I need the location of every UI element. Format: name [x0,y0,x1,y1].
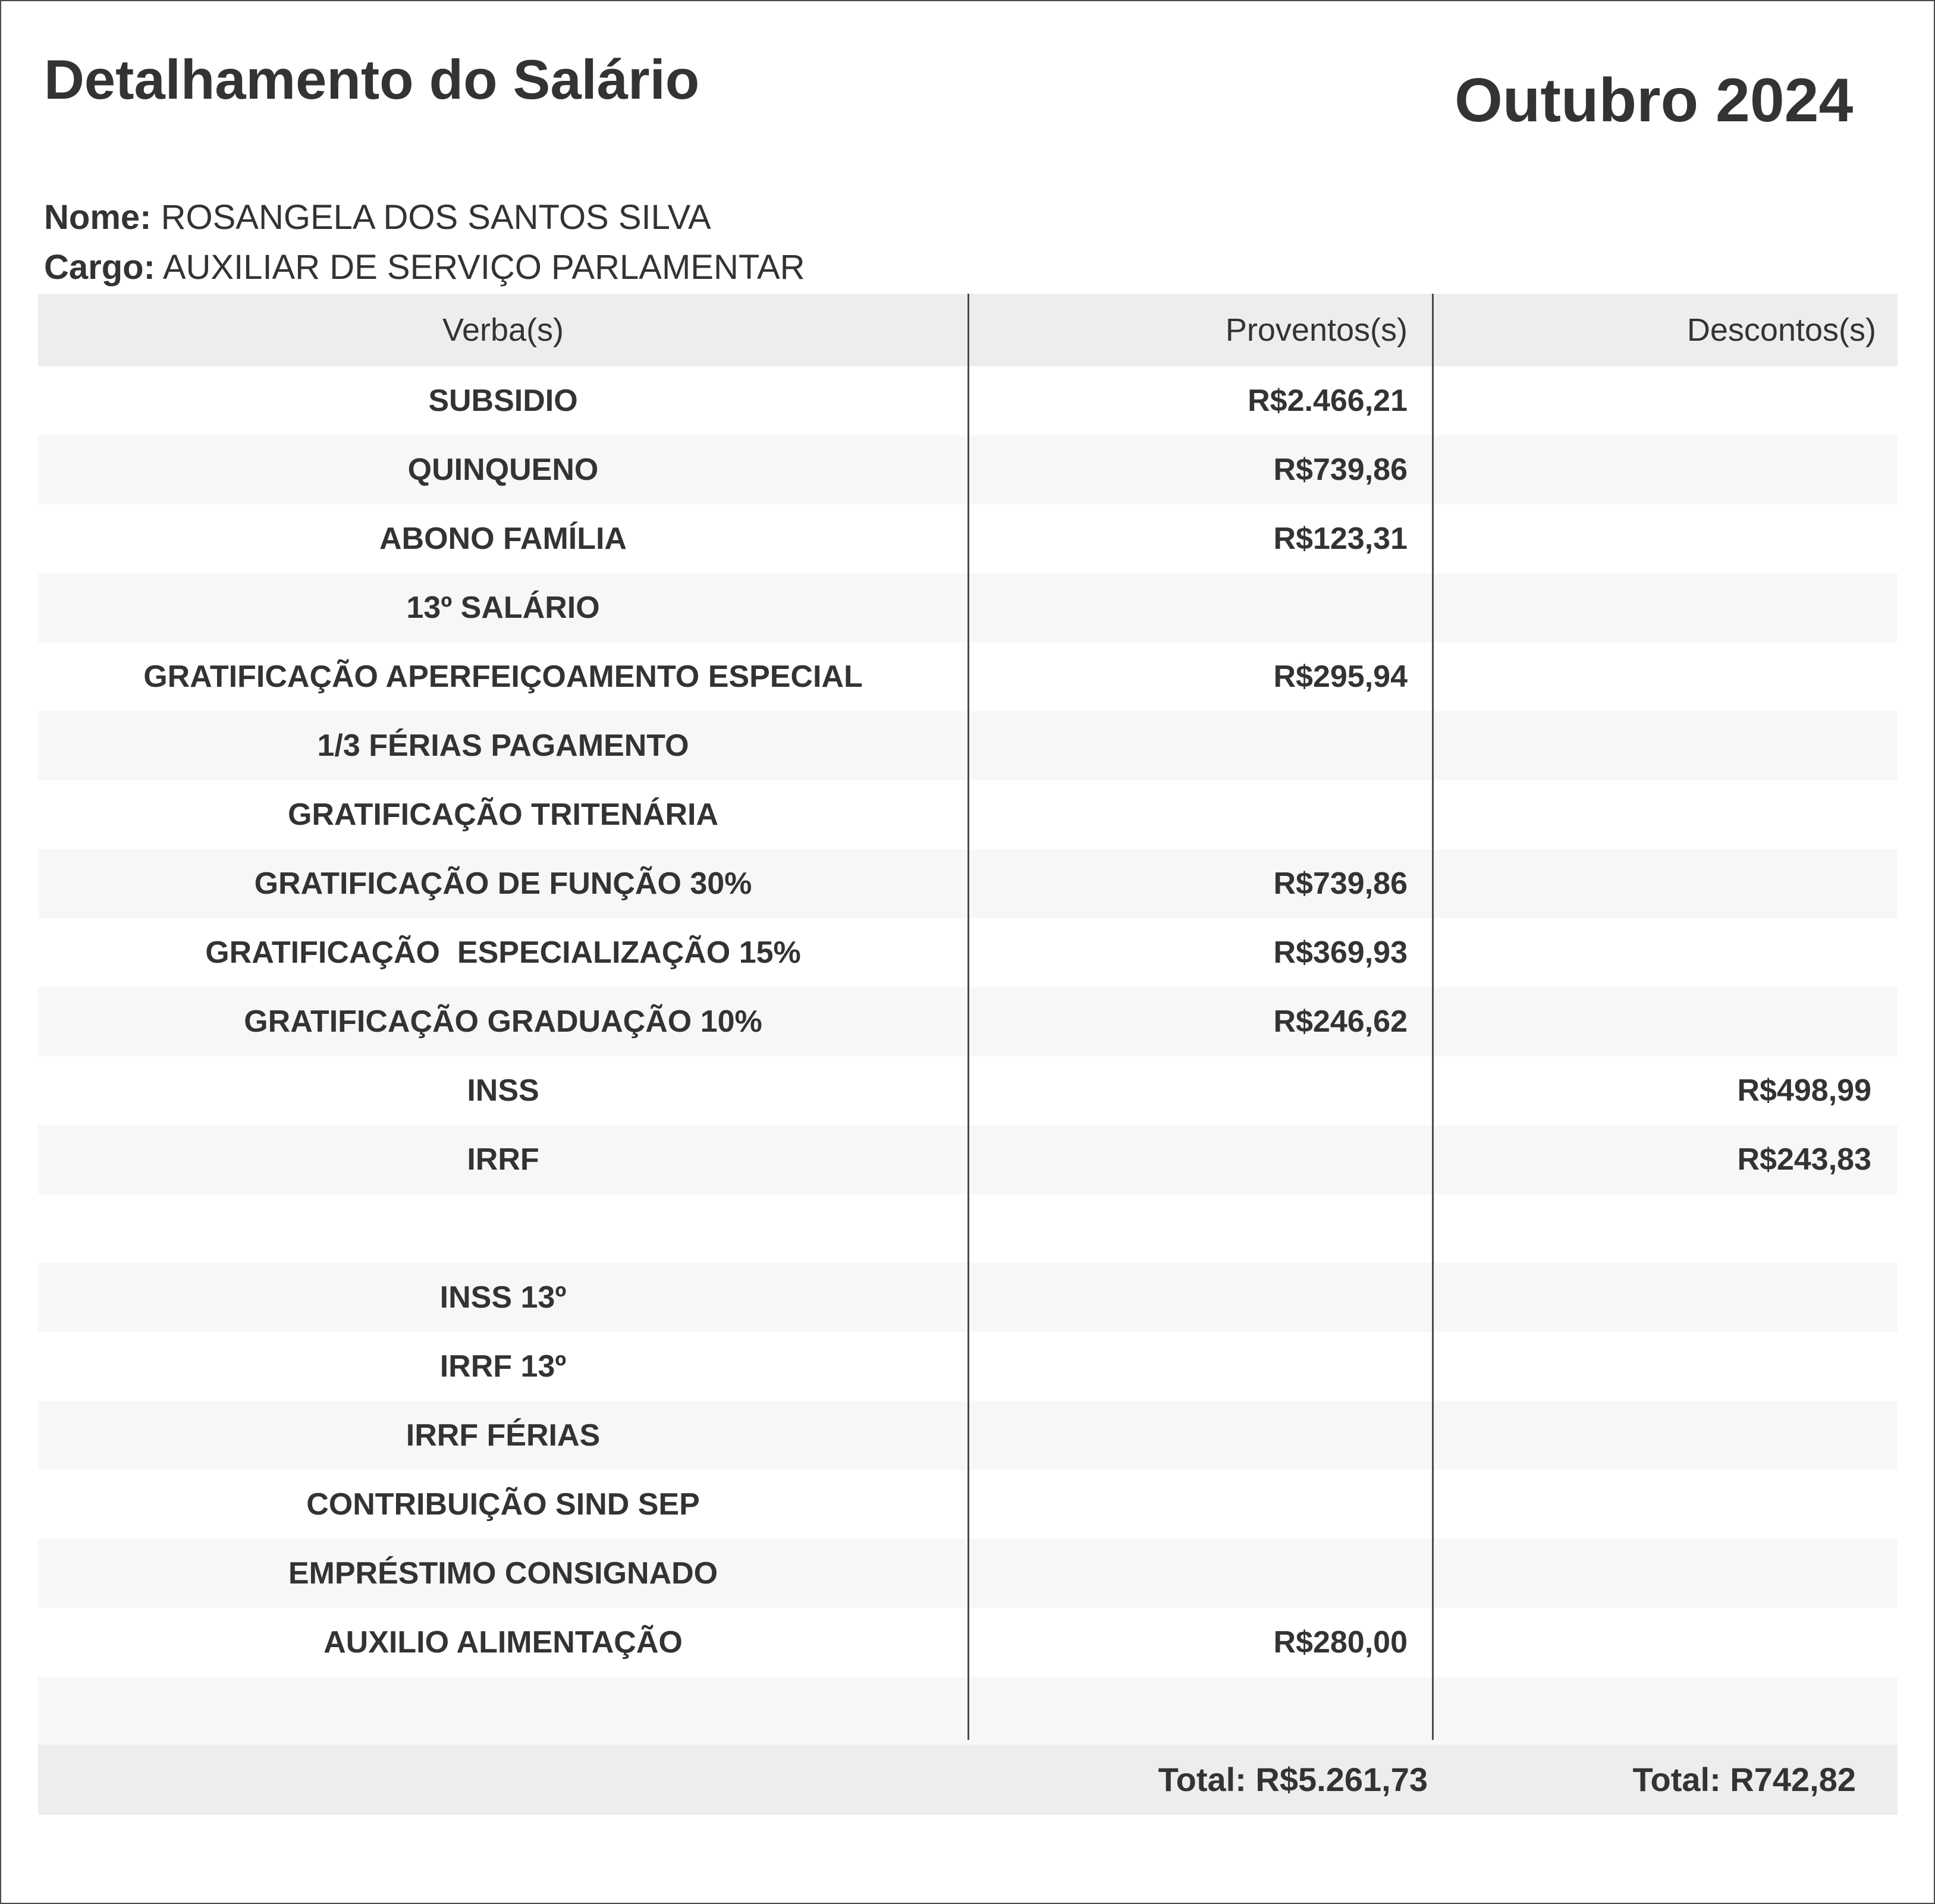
descontos-cell [1433,1677,1898,1746]
descontos-cell [1433,780,1898,849]
verba-cell: INSS 13º [439,1280,567,1315]
proventos-cell [968,1539,1433,1608]
descontos-cell [1433,642,1898,711]
total-proventos: Total: R$5.261,73 [1158,1761,1428,1798]
descontos-cell [1433,1332,1898,1401]
column-divider [968,294,969,1740]
verba-cell: CONTRIBUIÇÃO SIND SEP [306,1487,700,1522]
descontos-cell [1433,1539,1898,1608]
column-header-descontos: Descontos(s) [1686,312,1876,348]
employee-name-label: Nome: [44,198,152,237]
proventos-cell [968,780,1433,849]
employee-name-value: ROSANGELA DOS SANTOS SILVA [161,198,711,237]
verba-cell [38,1677,968,1746]
proventos-cell: R$246,62 [1273,1004,1408,1039]
employee-name-line [44,197,711,237]
employee-role-label: Cargo: [44,248,155,287]
verba-cell: INSS [467,1073,539,1108]
proventos-cell: R$280,00 [1273,1625,1408,1660]
verba-cell: IRRF [467,1142,539,1177]
verba-cell: QUINQUENO [407,453,599,487]
verba-cell: 1/3 FÉRIAS PAGAMENTO [317,728,689,763]
column-header-proventos: Proventos(s) [1225,312,1408,348]
verba-cell: GRATIFICAÇÃO APERFEIÇOAMENTO ESPECIAL [143,659,863,694]
descontos-cell [1433,918,1898,987]
proventos-cell: R$739,86 [1273,866,1408,901]
proventos-cell [968,1470,1433,1539]
totals-row [38,1745,1898,1815]
verba-cell: ABONO FAMÍLIA [379,521,627,556]
proventos-cell [968,1056,1433,1125]
proventos-cell: R$2.466,21 [1248,384,1408,418]
page-title: Detalhamento do Salário [44,48,700,111]
proventos-cell [968,1677,1433,1746]
descontos-cell [1433,987,1898,1056]
verba-cell: GRATIFICAÇÃO TRITENÁRIA [287,797,719,832]
descontos-cell [1433,1194,1898,1263]
verba-cell: IRRF 13º [439,1349,567,1384]
proventos-cell: R$739,86 [1273,453,1408,487]
proventos-cell: R$295,94 [1273,659,1408,694]
proventos-cell [968,1263,1433,1332]
descontos-cell [1433,573,1898,642]
proventos-cell: R$369,93 [1273,935,1408,970]
employee-role-line [44,247,805,287]
verba-cell: 13º SALÁRIO [406,590,600,625]
verba-cell: SUBSIDIO [428,384,578,418]
verba-cell: EMPRÉSTIMO CONSIGNADO [288,1556,718,1591]
verba-cell [38,1194,968,1263]
descontos-cell [1433,1401,1898,1470]
descontos-cell [1433,504,1898,573]
verba-cell: AUXILIO ALIMENTAÇÃO [323,1625,683,1660]
descontos-cell [1433,1263,1898,1332]
period-label: Outubro 2024 [1455,66,1854,135]
proventos-cell [968,1401,1433,1470]
descontos-cell [1433,366,1898,435]
verba-cell: GRATIFICAÇÃO DE FUNÇÃO 30% [254,866,752,901]
descontos-cell [1433,849,1898,918]
descontos-cell: R$498,99 [1737,1073,1871,1108]
totals-spacer [38,1745,968,1815]
descontos-cell [1433,1608,1898,1677]
column-divider [1432,294,1434,1740]
column-header-verba: Verba(s) [442,312,564,348]
verba-cell: GRATIFICAÇÃO ESPECIALIZAÇÃO 15% [205,935,801,970]
proventos-cell [968,1125,1433,1194]
descontos-cell: R$243,83 [1737,1142,1871,1177]
verba-cell: GRATIFICAÇÃO GRADUAÇÃO 10% [244,1004,762,1039]
proventos-cell [968,573,1433,642]
verba-cell: IRRF FÉRIAS [406,1418,601,1453]
descontos-cell [1433,1470,1898,1539]
employee-role-value: AUXILIAR DE SERVIÇO PARLAMENTAR [162,248,805,287]
proventos-cell [968,1194,1433,1263]
descontos-cell [1433,435,1898,504]
descontos-cell [1433,711,1898,780]
total-descontos: Total: R742,82 [1632,1761,1856,1798]
proventos-cell [968,711,1433,780]
proventos-cell: R$123,31 [1273,521,1408,556]
proventos-cell [968,1332,1433,1401]
